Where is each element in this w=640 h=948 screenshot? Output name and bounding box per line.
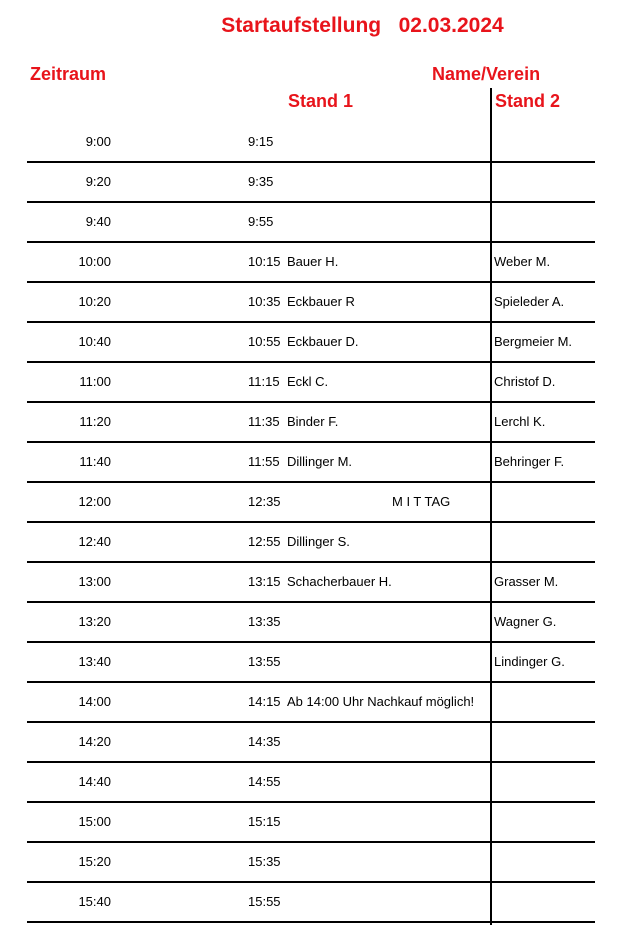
- table-row: [27, 563, 595, 603]
- end-time: 11:35: [248, 414, 280, 429]
- table-row: [27, 163, 595, 203]
- end-time: 13:55: [248, 654, 281, 669]
- stand-1-name: Binder F.: [287, 414, 339, 429]
- start-time: 13:40: [78, 654, 111, 669]
- stand-1-name: Schacherbauer H.: [287, 574, 392, 589]
- end-time: 14:35: [248, 734, 281, 749]
- start-time: 15:40: [78, 894, 111, 909]
- stand-2-name: Bergmeier M.: [494, 334, 573, 349]
- stand-1-name: Eckbauer D.: [287, 334, 359, 349]
- row-note: M I T TAG: [392, 494, 451, 509]
- header-name-verein: Name/Verein: [432, 64, 541, 84]
- table-row: [27, 363, 595, 403]
- end-time: 13:35: [248, 614, 281, 629]
- end-time: 12:35: [248, 494, 281, 509]
- start-time: 13:00: [78, 574, 111, 589]
- start-time: 11:20: [79, 414, 111, 429]
- stand-1-name: Bauer H.: [287, 254, 339, 269]
- end-time: 11:55: [248, 454, 280, 469]
- start-time: 10:20: [78, 294, 111, 309]
- table-row: [27, 803, 595, 843]
- start-time: 15:00: [78, 814, 111, 829]
- header-stand-2: Stand 2: [495, 91, 561, 111]
- stand-2-name: Weber M.: [494, 254, 551, 269]
- start-time: 14:00: [78, 694, 111, 709]
- table-row: [27, 883, 595, 923]
- start-time: 9:00: [85, 134, 111, 149]
- stand-1-name: Eckbauer R: [287, 294, 355, 309]
- page-title: Startaufstellung 02.03.2024: [221, 14, 504, 37]
- table-row: [27, 843, 595, 883]
- stand-2-name: Christof D.: [494, 374, 556, 389]
- stand-2-name: Spieleder A.: [494, 294, 565, 309]
- end-time: 15:15: [248, 814, 281, 829]
- start-time: 10:00: [78, 254, 111, 269]
- table-row: [27, 483, 595, 523]
- end-time: 13:15: [248, 574, 281, 589]
- stand-1-name: Ab 14:00 Uhr Nachkauf möglich!: [287, 694, 475, 709]
- table-row: [27, 683, 595, 723]
- end-time: 15:35: [248, 854, 281, 869]
- table-row: [27, 203, 595, 243]
- start-time: 14:20: [78, 734, 111, 749]
- start-time: 11:40: [79, 454, 111, 469]
- stand-2-name: Grasser M.: [494, 574, 559, 589]
- table-row: [27, 403, 595, 443]
- start-time: 9:20: [85, 174, 111, 189]
- table-row: [27, 243, 595, 283]
- header-zeitraum: Zeitraum: [30, 64, 107, 84]
- table-row: [27, 723, 595, 763]
- table-row: [27, 443, 595, 483]
- table-row: [27, 643, 595, 683]
- stand-2-name: Behringer F.: [494, 454, 565, 469]
- end-time: 14:55: [248, 774, 281, 789]
- table-row: [27, 283, 595, 323]
- start-time: 13:20: [78, 614, 111, 629]
- stand-2-name: Lindinger G.: [494, 654, 565, 669]
- start-time: 12:40: [78, 534, 111, 549]
- stand-2-name: Lerchl K.: [494, 414, 546, 429]
- stand-1-name: Eckl C.: [287, 374, 329, 389]
- start-time: 12:00: [78, 494, 111, 509]
- end-time: 11:15: [248, 374, 280, 389]
- end-time: 10:15: [248, 254, 281, 269]
- end-time: 10:55: [248, 334, 281, 349]
- table-row: [27, 323, 595, 363]
- end-time: 15:55: [248, 894, 281, 909]
- stand-1-name: Dillinger S.: [287, 534, 350, 549]
- end-time: 14:15: [248, 694, 281, 709]
- table-row: [27, 123, 595, 163]
- start-time: 9:40: [85, 214, 111, 229]
- start-time: 11:00: [79, 374, 111, 389]
- end-time: 9:35: [248, 174, 274, 189]
- end-time: 9:15: [248, 134, 274, 149]
- schedule-table: [27, 123, 595, 923]
- table-row: [27, 763, 595, 803]
- start-time: 10:40: [78, 334, 111, 349]
- header-stand-1: Stand 1: [288, 91, 354, 111]
- stand-1-name: Dillinger M.: [287, 454, 353, 469]
- stand-2-name: Wagner G.: [494, 614, 557, 629]
- table-row: [27, 603, 595, 643]
- end-time: 10:35: [248, 294, 281, 309]
- end-time: 12:55: [248, 534, 281, 549]
- end-time: 9:55: [248, 214, 274, 229]
- start-time: 14:40: [78, 774, 111, 789]
- table-row: [27, 523, 595, 563]
- start-time: 15:20: [78, 854, 111, 869]
